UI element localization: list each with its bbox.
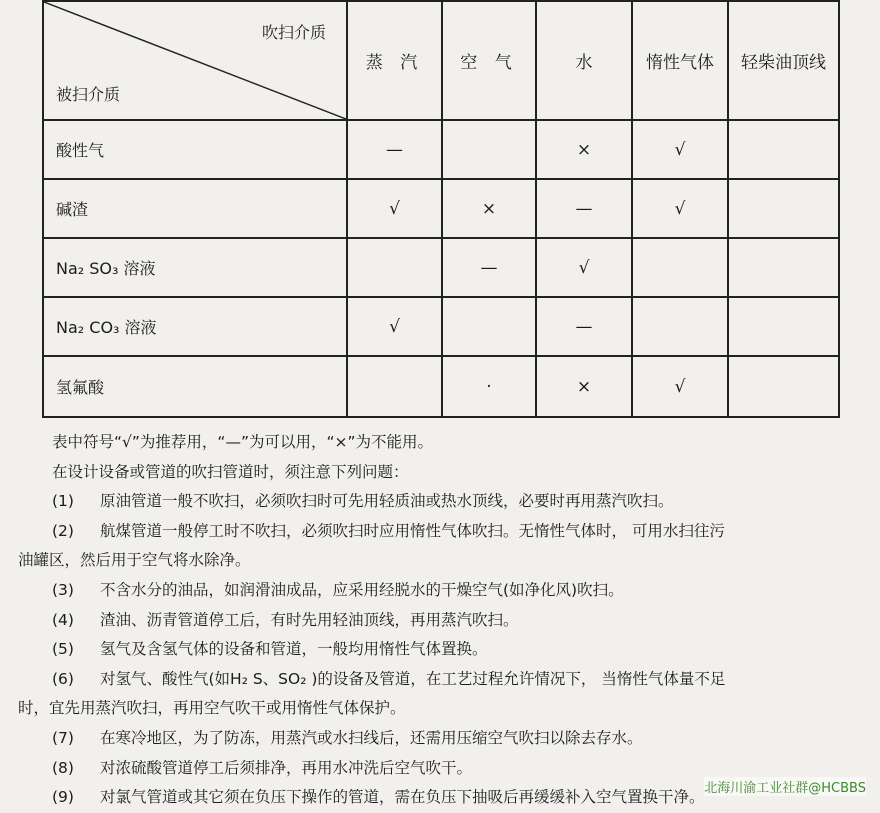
item-number: (3) (52, 580, 74, 599)
item-text: 氢气及含氢气体的设备和管道，一般均用惰性气体置换。 (100, 640, 488, 659)
item-continuation: 油罐区，然后用于空气将水除净。 (18, 551, 251, 570)
item-number: (1) (52, 492, 74, 511)
column-header-steam: 蒸 汽 (347, 1, 442, 120)
notes-section (0, 428, 880, 813)
item-number: (6) (52, 669, 74, 688)
table-cell: · (442, 356, 536, 417)
table-cell (347, 238, 442, 297)
table-row (43, 356, 839, 417)
table-cell (347, 356, 442, 417)
table-cell: √ (632, 120, 728, 179)
item-text: 不含水分的油品，如润滑油成品，应采用经脱水的干燥空气(如净化风)吹扫。 (100, 580, 624, 599)
table-cell: × (536, 120, 632, 179)
table-corner-cell (43, 1, 347, 120)
table-header-row (43, 1, 839, 120)
table-cell (728, 179, 839, 238)
table-cell: — (442, 238, 536, 297)
table-cell (632, 297, 728, 356)
row-label: 碱渣 (43, 179, 347, 238)
list-item (0, 724, 880, 754)
item-number: (8) (52, 758, 74, 777)
row-label: 酸性气 (43, 120, 347, 179)
intro-note: 在设计设备或管道的吹扫管道时，须注意下列问题： (52, 462, 409, 481)
list-item (0, 606, 880, 636)
item-text: 对氯气管道或其它须在负压下操作的管道，需在负压下抽吸后再缓缓补入空气置换干净。 (100, 788, 705, 807)
table-cell: √ (347, 297, 442, 356)
list-item (0, 517, 880, 547)
item-number: (9) (52, 788, 74, 807)
table-cell: × (442, 179, 536, 238)
table-cell: — (536, 297, 632, 356)
item-text: 航煤管道一般停工时不吹扫，必须吹扫时应用惰性气体吹扫。无惰性气体时， 可用水扫往污 (100, 521, 725, 540)
item-number: (7) (52, 728, 74, 747)
table-cell: — (347, 120, 442, 179)
table-cell (728, 297, 839, 356)
item-number: (2) (52, 521, 74, 540)
legend-note: 表中符号“√”为推荐用，“—”为可以用，“×”为不能用。 (52, 433, 434, 451)
table-cell: × (536, 356, 632, 417)
table-cell: √ (632, 179, 728, 238)
table-cell (728, 356, 839, 417)
item-text: 在寒冷地区，为了防冻，用蒸汽或水扫线后，还需用压缩空气吹扫以除去存水。 (100, 728, 643, 747)
row-label: 氢氟酸 (43, 356, 347, 417)
purge-medium-label: 吹扫介质 (261, 23, 326, 42)
list-item (0, 635, 880, 665)
column-header-inert-gas: 惰性气体 (632, 1, 728, 120)
row-label: Na₂ SO₃ 溶液 (43, 238, 347, 297)
list-item (0, 576, 880, 606)
table-row (43, 238, 839, 297)
table-cell: — (536, 179, 632, 238)
item-continuation: 时，宜先用蒸汽吹扫，再用空气吹干或用惰性气体保护。 (18, 699, 406, 718)
row-label: Na₂ CO₃ 溶液 (43, 297, 347, 356)
item-text: 对浓硫酸管道停工后须排净，再用水冲洗后空气吹干。 (100, 758, 473, 777)
column-header-water: 水 (536, 1, 632, 120)
table-cell (728, 120, 839, 179)
item-number: (5) (52, 640, 74, 659)
column-header-light-diesel: 轻柴油顶线 (728, 1, 839, 120)
table-row (43, 297, 839, 356)
table-cell: √ (632, 356, 728, 417)
table-cell (632, 238, 728, 297)
table-cell (728, 238, 839, 297)
table-cell: √ (536, 238, 632, 297)
item-number: (4) (52, 610, 74, 629)
table-cell: √ (347, 179, 442, 238)
table-row (43, 120, 839, 179)
list-item (0, 487, 880, 517)
item-text: 渣油、沥青管道停工后，有时先用轻油顶线，再用蒸汽吹扫。 (100, 610, 519, 629)
column-header-air: 空 气 (442, 1, 536, 120)
item-text: 对氢气、酸性气(如H₂ S、SO₂ )的设备及管道，在工艺过程允许情况下， 当惰性气体量不足 (100, 669, 726, 688)
purge-medium-table (42, 0, 840, 418)
table-cell (442, 120, 536, 179)
watermark: 北海川渝工业社群@HCBBS (704, 777, 866, 796)
list-item (0, 665, 880, 695)
table-row (43, 179, 839, 238)
item-text: 原油管道一般不吹扫，必须吹扫时可先用轻质油或热水顶线，必要时再用蒸汽吹扫。 (100, 492, 674, 511)
table-cell (442, 297, 536, 356)
purged-medium-label: 被扫介质 (56, 85, 121, 104)
